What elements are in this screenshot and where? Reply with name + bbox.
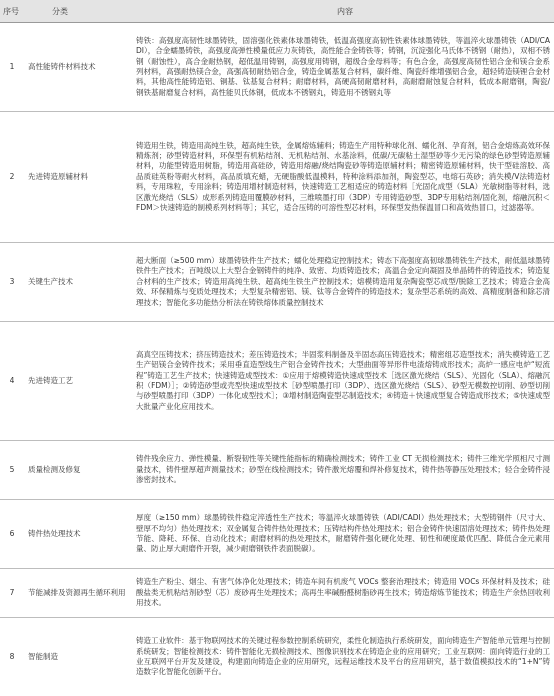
row-category: 先进铸造原辅材料 <box>24 112 136 243</box>
table-row <box>0 112 554 243</box>
row-content: 厚度（≥150 mm）球墨铸铁件稳定淬透性生产技术；等温淬火球墨铸铁（ADI/CADI）热处理技术；大型铸钢件（尺寸大、壁厚不均匀）热处理技术；双金属复合铸件热处理技术；压铸结构件热处理技术；铝合金铸件快速固溶处理技术；铸件热处理节能、降耗、环保、自动化技术；耐磨材料的热处理技术，耐磨铸件强化硬化处理、韧性和硬度最优匹配、降低合金元素用量、防止厚大耐磨件开裂，减少耐磨钢铁件表面脱碳）。 <box>136 500 554 569</box>
row-num: 3 <box>0 243 24 322</box>
row-category: 高性能铸件材料技术 <box>24 23 136 112</box>
table-row <box>0 500 554 569</box>
row-content: 高真空压铸技术；挤压铸造技术；差压铸造技术；半固浆料制备及半固态高压铸造技术；精密组芯造型技术；消失模铸造工艺生产铝镁合金铸件技术；采用垂直造型线生产铝合金铸件技术；大型曲面等异形件电渣熔铸成形技术；高炉一感应电炉“短流程”铸造工艺生产技术；快速铸造成型技术：①应用于熔模铸造快速成型技术［选区激光烧结（SLS）、光固化（SLA）、熔融沉积（FDM）］；②铸造砂型或壳型快速成型技术［砂型喷墨打印（3DP）、选区激光烧结（SLS）、砂型无模数控切削、砂型切削与砂型喷墨打印（3DP）一体化成型技术］；③增材制造陶瓷型芯制造技术；④铸造＋快速成型复合铸造成形技术；⑤快速成型大批量产业化应用技术。 <box>136 322 554 441</box>
row-num: 8 <box>0 618 24 696</box>
header-category: 分类 <box>24 0 136 23</box>
table-header-row <box>0 0 554 23</box>
row-content: 铸造用生铁，铸造用高纯生铁，超高纯生铁，金属熔炼辅料；铸造生产用特种球化剂、蠕化剂、孕育剂，铝合金熔炼高效环保精炼剂；砂型铸造材料，环保型有机粘结剂、无机粘结剂、水基涂料，低碳/无碳粘土湿型砂等少无污染的绿色砂型铸造原辅材料，功能型铸造用树脂，铸造用高硅砂，铸造用熔融/烧结陶瓷砂等铸造原辅材料；精密铸造原辅材料，快干型硅溶胶、高品质硅英粉等耐火材料，高品质填充蜡，无硬脂酸低温模料，特种涂料添加剂，陶瓷型芯，电熔石英砂；消失模/V法铸造材料，专用珠粒，专用涂料；铸造用增材制造材料，快速铸造工艺相适应的铸造材料［光固化成型（SLA）光敏树脂等材料，选区激光烧结（SLS）成形系列铸造用覆膜砂材料，三维喷墨打印（3DP）专用铸造砂型、3DP专用粘结剂/固化剂，熔融沉积＜FDM＞快速铸造的制模系列材料等］；其它，适合压铸的可溶性型芯材料，环保型发热保温冒口和高效热冒口，过滤器等。 <box>136 112 554 243</box>
row-content: 超大断面（≥500 mm）球墨铸铁件生产技术；蠕化处理稳定控制技术；铸态下高强度高韧球墨铸铁生产技术，耐低温球墨铸铁件生产技术；百吨级以上大型合金钢铸件的纯净、致密、均质铸造技术；高温合金定向凝固及单晶铸件的铸造技术；铸造复合材料的生产技术；铸造用高纯生铁、超高纯生铁生产控制技术；熔模铸造用复杂陶瓷型芯成型/脱除工艺技术；铸造合金高效、环保精炼与变质处理技术；大型复杂精密铝、镁、钛等合金铸件的铸造技术；复杂型芯系统的高效、高精度制备和除芯清理技术；智能化多功能热分析法在铸铁熔体质量控制技术 <box>136 243 554 322</box>
row-num: 2 <box>0 112 24 243</box>
row-category: 铸件热处理技术 <box>24 500 136 569</box>
row-category: 智能制造 <box>24 618 136 696</box>
row-category: 节能减排及资源再生循环利用 <box>24 569 136 618</box>
row-content: 铸件残余应力、弹性模量、断裂韧性等关键性能指标的精确检测技术；铸件工业 CT 无损检测技术；铸件三维光学照相尺寸测量技术，铸件壁厚超声测量技术；砂型在线检测技术；铸件激光熔覆和焊补修复技术，铸件热等静压处理技术；轻合金铸件浸渗密封技术。 <box>136 441 554 500</box>
row-category: 先进铸造工艺 <box>24 322 136 441</box>
table-row <box>0 569 554 618</box>
row-content: 铸铁：高强度高韧性球墨铸铁，固溶强化铁素体球墨铸铁，低温高强度高韧性铁素体球墨铸铁，等温淬火球墨铸铁（ADI/CADI），合金蠕墨铸铁，高强度高弹性模量低应力灰铸铁，高性能合金铸铁等；铸钢，沉淀强化马氏体不锈钢（耐热），双相不锈钢（耐蚀性），高合金耐热钢，超低温用铸钢，高强度用铸钢，超级合金母料等；有色合金，高强度高韧性铝合金和镁合金系列材料，高强耐热镁合金，高强高韧耐热铝合金，铸造金属基复合材料，碳纤维、陶瓷纤维增强铝合金，超轻铸造镁锂合金材料，其他高性能铸造铝、铜基、钛基复合材料；耐磨材料，高硬高韧耐磨材料，高耐磨耐蚀复合材料，低成本耐磨钢，陶瓷/钢铁基耐磨复合材料，高性能贝氏体钢，低成本不锈钢丸，铸造用不锈钢丸等 <box>136 23 554 112</box>
row-content: 铸造工业软件：基于物联网技术的关键过程参数控制系统研究，柔性化制造执行系统研发，面向铸造生产智能单元管理与控制系统研发；智能检测技术：铸件智能化无损检测技术、图像识别技术在铸造企业的应用研究；工业互联网：面向铸造行业的工业互联网平台开发及建设，构建面向铸造企业的应用研究，远程运维技术及平台的应用研究，基于数值模拟技术的“1+N”铸造数字化智能化创新平台。 <box>136 618 554 696</box>
row-category: 关键生产技术 <box>24 243 136 322</box>
row-num: 4 <box>0 322 24 441</box>
row-num: 1 <box>0 23 24 112</box>
header-num: 序号 <box>0 0 24 23</box>
table-row <box>0 23 554 112</box>
table-row <box>0 441 554 500</box>
table-row <box>0 618 554 696</box>
row-num: 6 <box>0 500 24 569</box>
table-row <box>0 243 554 322</box>
table-row <box>0 322 554 441</box>
row-num: 5 <box>0 441 24 500</box>
row-num: 7 <box>0 569 24 618</box>
row-content: 铸造生产粉尘、烟尘、有害气体净化处理技术；铸造车间有机废气 VOCs 整套治理技术；铸造用 VOCs 环保材料及技术；硅酸盐类无机粘结剂砂型（芯）废砂再生处理技术；高再生率碱酚醛树脂砂再生技术；铸造熔炼节能技术；铸造生产余热回收利用技术。 <box>136 569 554 618</box>
header-content: 内容 <box>136 0 554 23</box>
row-category: 质量检测及修复 <box>24 441 136 500</box>
